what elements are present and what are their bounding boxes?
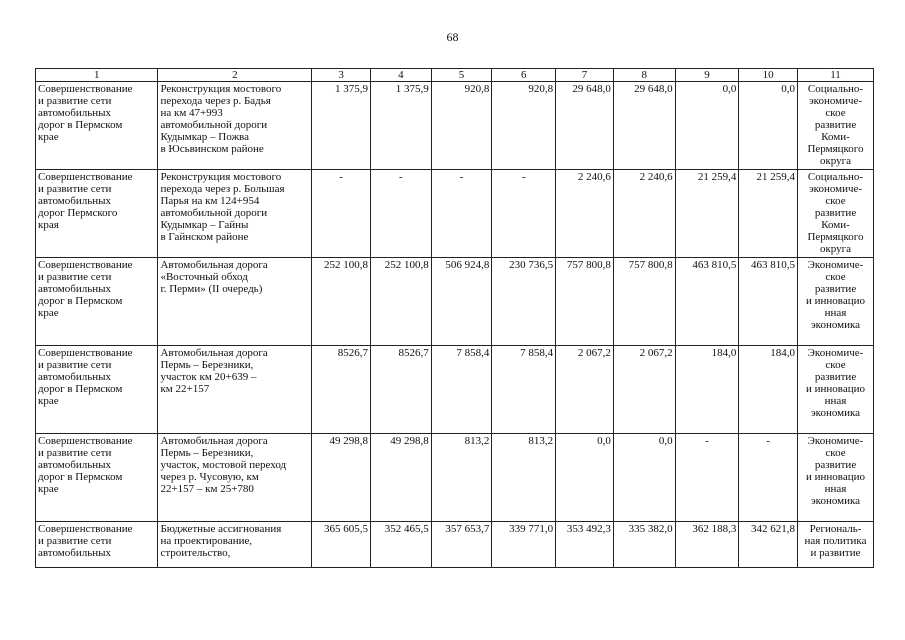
value-cell: 1 375,9 — [312, 82, 371, 170]
goal-cell: Социально- экономиче- ское развитие Коми- Пермяцкого округа — [798, 170, 874, 258]
value-cell: 1 375,9 — [370, 82, 431, 170]
value-cell: 29 648,0 — [556, 82, 614, 170]
column-header: 11 — [798, 69, 874, 82]
table-row — [36, 82, 874, 170]
value-cell: 362 188,3 — [675, 522, 739, 568]
value-cell: 49 298,8 — [312, 434, 371, 522]
value-cell: 21 259,4 — [739, 170, 798, 258]
page-number: 68 — [446, 30, 459, 44]
value-cell: - — [312, 170, 371, 258]
value-cell: 506 924,8 — [431, 258, 492, 346]
table-row — [36, 170, 874, 258]
goal-cell: Экономиче- ское развитие и инновацио нная экономика — [798, 346, 874, 434]
column-header: 8 — [613, 69, 675, 82]
value-cell: 757 800,8 — [613, 258, 675, 346]
direction-cell: Совершенствование и развитие сети автомобильных дорог в Пермском крае — [36, 82, 158, 170]
object-cell: Автомобильная дорога Пермь – Березники, участок км 20+639 – км 22+157 — [158, 346, 312, 434]
value-cell: 357 653,7 — [431, 522, 492, 568]
table-row — [36, 258, 874, 346]
object-cell: Автомобильная дорога Пермь – Березники, участок, мостовой переход через р. Чусовую, км 22+157 – км 25+780 — [158, 434, 312, 522]
value-cell: 2 067,2 — [613, 346, 675, 434]
value-cell: - — [492, 170, 556, 258]
value-cell: 0,0 — [556, 434, 614, 522]
value-cell: 2 067,2 — [556, 346, 614, 434]
value-cell: 813,2 — [492, 434, 556, 522]
budget-table — [35, 68, 874, 568]
value-cell: 0,0 — [739, 82, 798, 170]
value-cell: 0,0 — [675, 82, 739, 170]
object-cell: Бюджетные ассигнования на проектирование, строительство, — [158, 522, 312, 568]
value-cell: 7 858,4 — [431, 346, 492, 434]
value-cell: 342 621,8 — [739, 522, 798, 568]
table-row — [36, 346, 874, 434]
direction-cell: Совершенствование и развитие сети автомобильных дорог в Пермском крае — [36, 258, 158, 346]
value-cell: 29 648,0 — [613, 82, 675, 170]
column-header: 3 — [312, 69, 371, 82]
direction-cell: Совершенствование и развитие сети автомобильных — [36, 522, 158, 568]
column-header: 9 — [675, 69, 739, 82]
column-header: 2 — [158, 69, 312, 82]
value-cell: - — [739, 434, 798, 522]
table-header-row — [36, 69, 874, 82]
value-cell: 49 298,8 — [370, 434, 431, 522]
value-cell: 2 240,6 — [613, 170, 675, 258]
value-cell: 757 800,8 — [556, 258, 614, 346]
value-cell: 8526,7 — [370, 346, 431, 434]
column-header: 5 — [431, 69, 492, 82]
value-cell: 813,2 — [431, 434, 492, 522]
value-cell: 920,8 — [431, 82, 492, 170]
object-cell: Реконструкция мостового перехода через р. Бадья на км 47+993 автомобильной дороги Кудымкар – Пожва в Юсьвинском районе — [158, 82, 312, 170]
column-header: 10 — [739, 69, 798, 82]
value-cell: 0,0 — [613, 434, 675, 522]
column-header: 1 — [36, 69, 158, 82]
column-header: 7 — [556, 69, 614, 82]
value-cell: 230 736,5 — [492, 258, 556, 346]
value-cell: 463 810,5 — [675, 258, 739, 346]
direction-cell: Совершенствование и развитие сети автомобильных дорог Пермского края — [36, 170, 158, 258]
object-cell: Реконструкция мостового перехода через р. Большая Парья на км 124+954 автомобильной дороги Кудымкар – Гайны в Гайнском районе — [158, 170, 312, 258]
value-cell: 920,8 — [492, 82, 556, 170]
value-cell: 21 259,4 — [675, 170, 739, 258]
goal-cell: Социально- экономиче- ское развитие Коми- Пермяцкого округа — [798, 82, 874, 170]
value-cell: - — [431, 170, 492, 258]
object-cell: Автомобильная дорога «Восточный обход г. Перми» (II очередь) — [158, 258, 312, 346]
value-cell: 8526,7 — [312, 346, 371, 434]
value-cell: 335 382,0 — [613, 522, 675, 568]
value-cell: 184,0 — [739, 346, 798, 434]
column-header: 4 — [370, 69, 431, 82]
value-cell: 365 605,5 — [312, 522, 371, 568]
goal-cell: Региональ- ная политика и развитие — [798, 522, 874, 568]
goal-cell: Экономиче- ское развитие и инновацио нная экономика — [798, 434, 874, 522]
value-cell: 7 858,4 — [492, 346, 556, 434]
value-cell: - — [370, 170, 431, 258]
value-cell: 339 771,0 — [492, 522, 556, 568]
value-cell: 353 492,3 — [556, 522, 614, 568]
value-cell: 252 100,8 — [370, 258, 431, 346]
goal-cell: Экономиче- ское развитие и инновацио нная экономика — [798, 258, 874, 346]
column-header: 6 — [492, 69, 556, 82]
table-row — [36, 434, 874, 522]
value-cell: - — [675, 434, 739, 522]
table-row — [36, 522, 874, 568]
value-cell: 2 240,6 — [556, 170, 614, 258]
value-cell: 184,0 — [675, 346, 739, 434]
value-cell: 252 100,8 — [312, 258, 371, 346]
direction-cell: Совершенствование и развитие сети автомобильных дорог в Пермском крае — [36, 346, 158, 434]
value-cell: 352 465,5 — [370, 522, 431, 568]
direction-cell: Совершенствование и развитие сети автомобильных дорог в Пермском крае — [36, 434, 158, 522]
value-cell: 463 810,5 — [739, 258, 798, 346]
table-body — [36, 82, 874, 568]
